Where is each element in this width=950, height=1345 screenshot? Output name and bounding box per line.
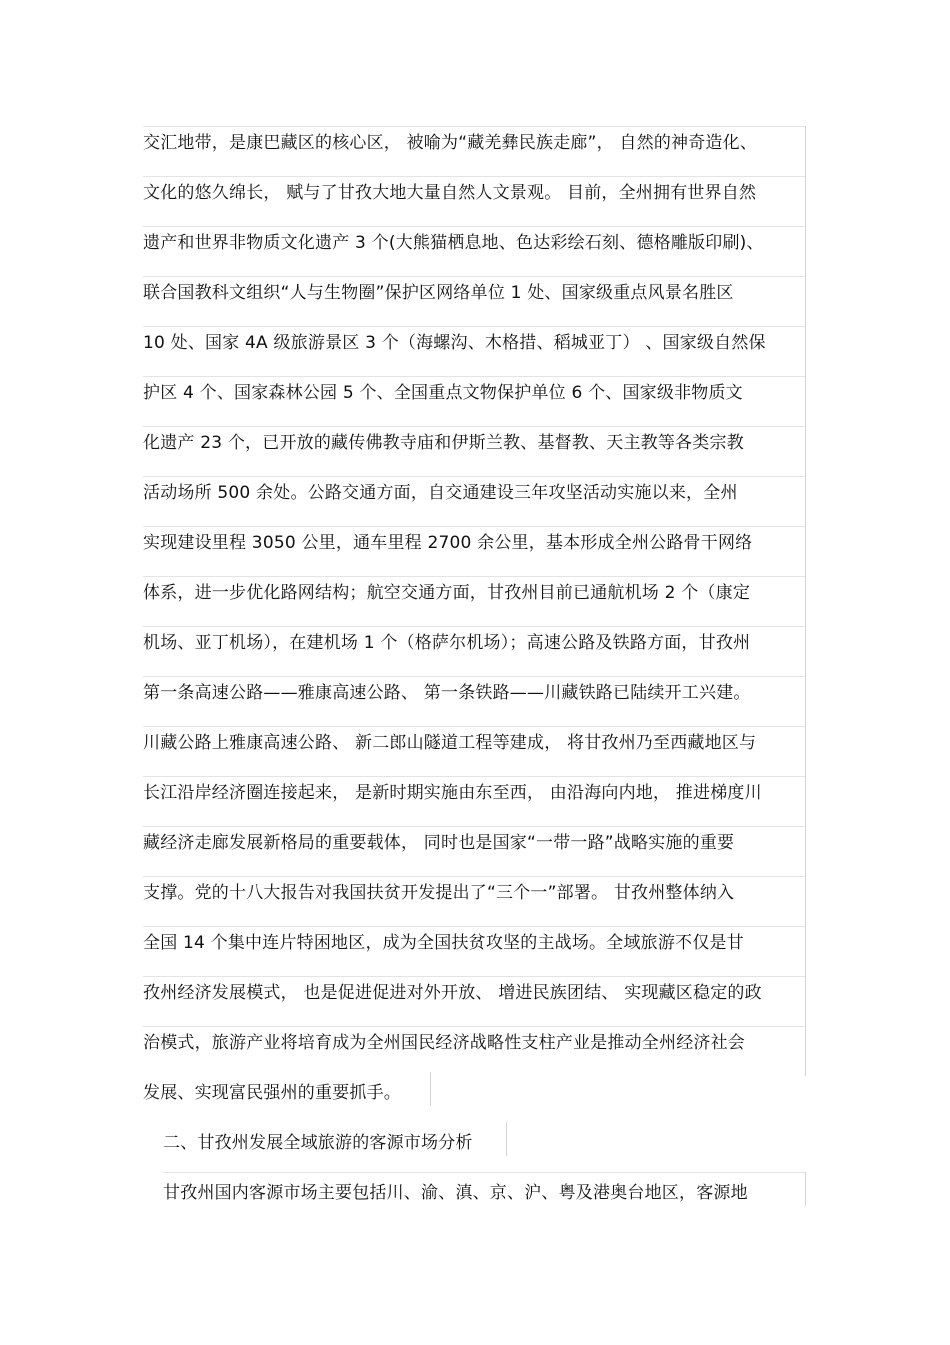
body-text-line: 治模式，旅游产业将培育成为全州国民经济战略性支柱产业是推动全州经济社会: [143, 1033, 745, 1053]
body-text-line: 实现建设里程 3050 公里，通车里程 2700 余公里，基本形成全州公路骨干网络: [143, 533, 753, 553]
body-text-line: 孜州经济发展模式， 也是促进促进对外开放、 增进民族团结、 实现藏区稳定的政: [143, 983, 762, 1003]
column-border: [805, 126, 806, 1076]
body-text-line: 机场、亚丁机场），在建机场 1 个（格萨尔机场）；高速公路及铁路方面，甘孜州: [143, 633, 751, 653]
body-text-line: 联合国教科文组织“人与生物圈”保护区网络单位 1 处、国家级重点风景名胜区: [143, 283, 734, 303]
body-text-line: 文化的悠久绵长， 赋与了甘孜大地大量自然人文景观。 目前，全州拥有世界自然: [143, 183, 757, 203]
section-heading: 二、甘孜州发展全域旅游的客源市场分析: [163, 1133, 473, 1153]
body-text-line: 遗产和世界非物质文化遗产 3 个(大熊猫栖息地、色达彩绘石刻、德格雕版印刷)、: [143, 233, 764, 253]
column-border: [805, 1172, 806, 1206]
body-text-line: 川藏公路上雅康高速公路、 新二郎山隧道工程等建成， 将甘孜州乃至西藏地区与: [143, 733, 757, 753]
body-text-line: 体系，进一步优化路网结构；航空交通方面，甘孜州目前已通航机场 2 个（康定: [143, 583, 751, 603]
section-paragraph-line: 甘孜州国内客源市场主要包括川、渝、滇、京、沪、粤及港奥台地区，客源地: [163, 1183, 748, 1203]
body-text-line: 全国 14 个集中连片特困地区，成为全国扶贫攻坚的主战场。全域旅游不仅是甘: [143, 933, 744, 953]
column-border: [506, 1122, 507, 1156]
body-text-line: 活动场所 500 余处。公路交通方面，自交通建设三年攻坚活动实施以来，全州: [143, 483, 738, 503]
body-text-line: 支撑。党的十八大报告对我国扶贫开发提出了“三个一”部署。 甘孜州整体纳入: [143, 883, 735, 903]
body-text-line: 藏经济走廊发展新格局的重要载体， 同时也是国家“一带一路”战略实施的重要: [143, 833, 735, 853]
body-text-line: 发展、实现富民强州的重要抓手。: [143, 1083, 401, 1103]
body-text-line: 护区 4 个、国家森林公园 5 个、全国重点文物保护单位 6 个、国家级非物质文: [143, 383, 743, 403]
body-text-line: 10 处、国家 4A 级旅游景区 3 个（海螺沟、木格措、稻城亚丁） 、国家级自然保: [143, 333, 766, 353]
column-border: [430, 1072, 431, 1106]
body-text-line: 第一条高速公路——雅康高速公路、 第一条铁路——川藏铁路已陆续开工兴建。: [143, 683, 751, 703]
body-text-line: 化遗产 23 个，已开放的藏传佛教寺庙和伊斯兰教、基督教、天主教等各类宗教: [143, 433, 744, 453]
body-text-line: 长江沿岸经济圈连接起来， 是新时期实施由东至西， 由沿海向内地， 推进梯度川: [143, 783, 762, 803]
body-text-line: 交汇地带，是康巴藏区的核心区， 被喻为“藏羌彝民族走廊”， 自然的神奇造化、: [143, 133, 758, 153]
